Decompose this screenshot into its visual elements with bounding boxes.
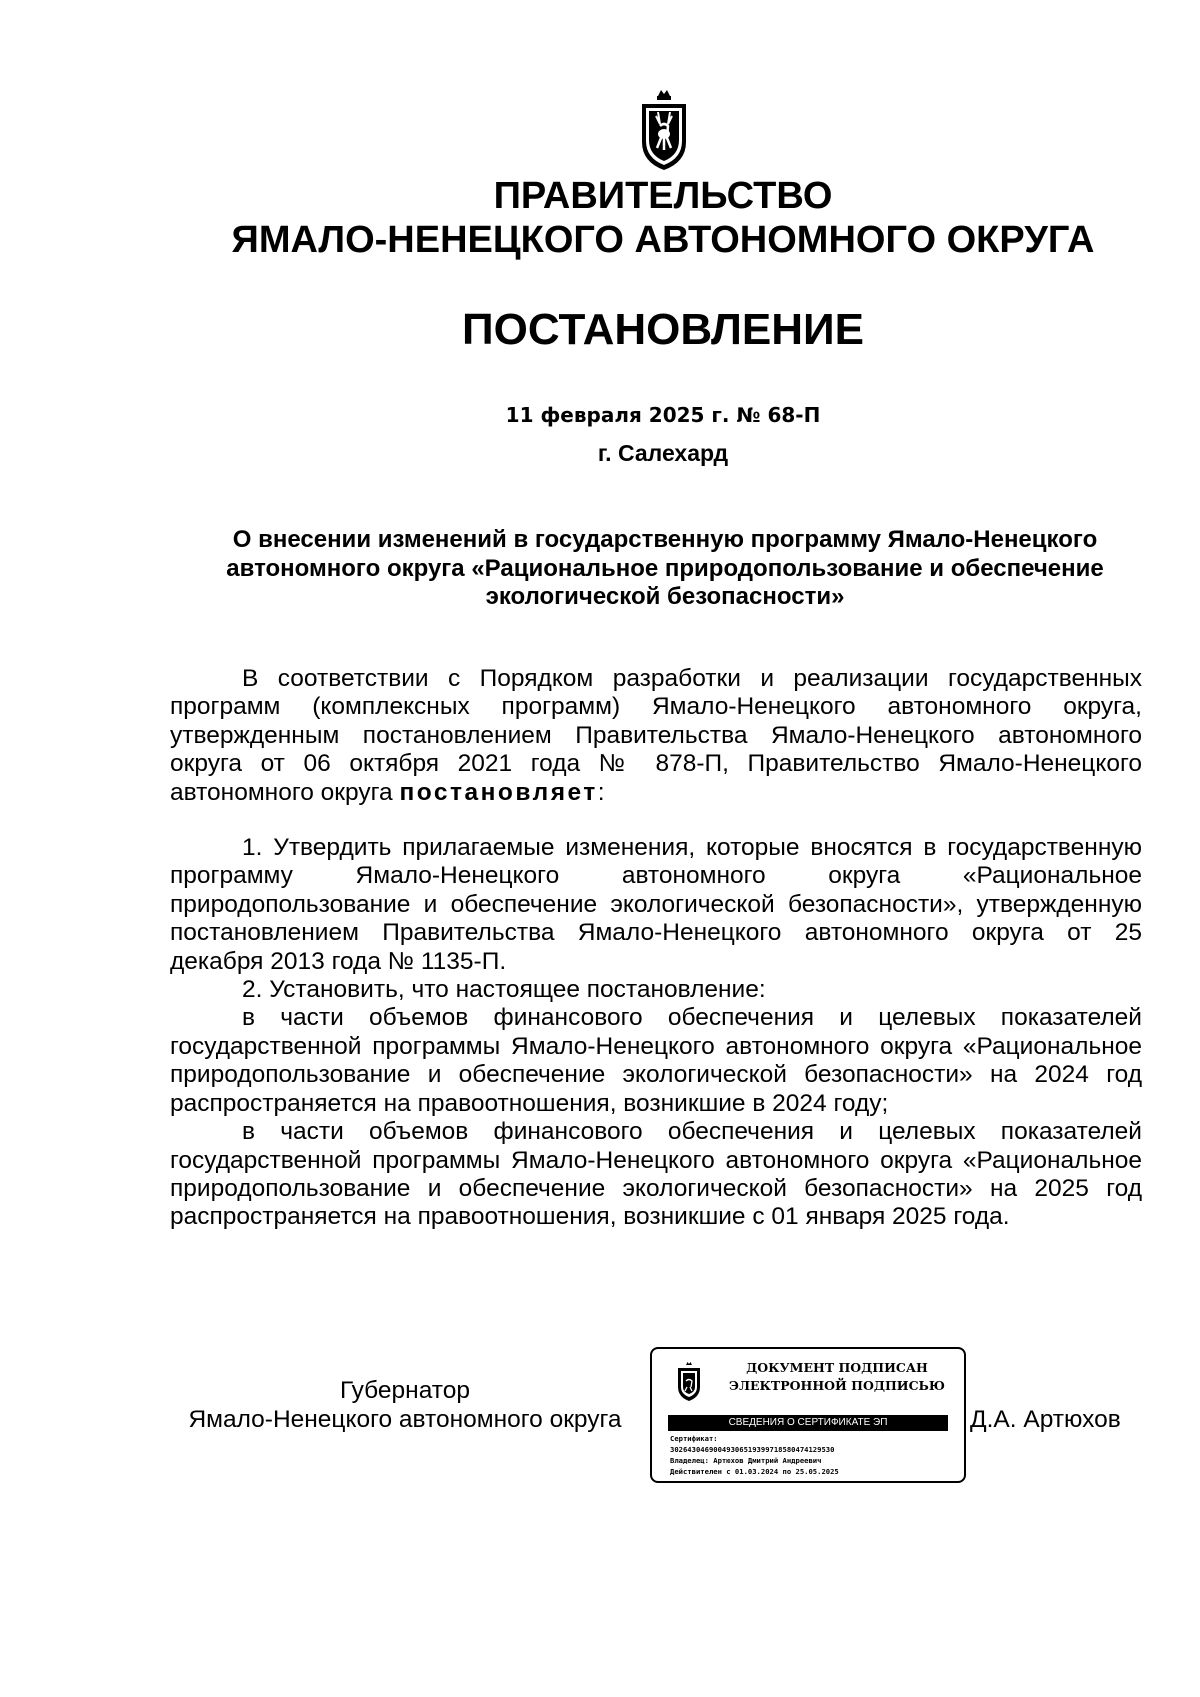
document-title: О внесении изменений в государственную программу Ямало-Ненецкого автономного округа «Рациональное природопользование и обеспечение экологической безопасности» bbox=[226, 526, 1104, 610]
item-1-paragraph: 1. Утвердить прилагаемые изменения, которые вносятся в государственную программу Ямало-Ненецкого автономного округа «Рациональное природопользование и обеспечение экологической безопасности», утвержденную постановлением Правительства Ямало-Ненецкого автономного округа от 25 декабря 2013 года № 1135-П. bbox=[170, 834, 1142, 975]
government-name-line2: ЯМАЛО-НЕНЕЦКОГО АВТОНОМНОГО ОКРУГА bbox=[231, 219, 1095, 261]
signatory-position-line2: Ямало-Ненецкого автономного округа bbox=[188, 1406, 622, 1433]
resolution-verb: постановляет bbox=[399, 778, 598, 806]
signatory-name: Д.А. Артюхов bbox=[970, 1406, 1121, 1433]
signatory-position bbox=[170, 1376, 640, 1434]
coat-of-arms-emblem bbox=[638, 86, 690, 174]
item-2-paragraph: 2. Установить, что настоящее постановление: bbox=[242, 976, 766, 1004]
signatory-position-line1: Губернатор bbox=[340, 1377, 470, 1404]
preamble-paragraph bbox=[170, 665, 1142, 807]
electronic-signature-stamp bbox=[650, 1347, 966, 1483]
government-name-line1: ПРАВИТЕЛЬСТВО bbox=[493, 175, 833, 217]
stamp-heading bbox=[712, 1359, 962, 1395]
item-2-clause-2024: в части объемов финансового обеспечения и целевых показателей государственной программы Ямало-Ненецкого автономного округа «Рациональное природопользование и обеспечение экологической безопасности» на 2024 год распространяется на правоотношения, возникшие в 2024 году; bbox=[170, 1004, 1142, 1117]
stamp-heading-line2: ЭЛЕКТРОННОЙ ПОДПИСЬЮ bbox=[729, 1378, 945, 1393]
stamp-heading-line1: ДОКУМЕНТ ПОДПИСАН bbox=[746, 1360, 928, 1375]
certificate-info-bar: СВЕДЕНИЯ О СЕРТИФИКАТЕ ЭП bbox=[668, 1415, 948, 1431]
certificate-number: 30264304690049306519399718580474129530 bbox=[670, 1445, 835, 1454]
certificate-label: Сертификат: bbox=[670, 1434, 718, 1443]
preamble-suffix: : bbox=[597, 778, 605, 806]
item-2-clause-2025: в части объемов финансового обеспечения и целевых показателей государственной программы Ямало-Ненецкого автономного округа «Рациональное природопользование и обеспечение экологической безопасности» на 2025 год распространяется на правоотношения, возникшие с 01 января 2025 года. bbox=[170, 1118, 1142, 1231]
stamp-emblem-icon bbox=[676, 1361, 702, 1403]
document-body bbox=[170, 665, 1142, 1232]
certificate-details bbox=[670, 1433, 960, 1477]
date-and-number: 11 февраля 2025 г. № 68-П bbox=[505, 403, 821, 427]
certificate-validity: Действителен с 01.03.2024 по 25.05.2025 bbox=[670, 1467, 839, 1476]
city: г. Салехард bbox=[597, 440, 729, 466]
preamble-text: В соответствии с Порядком разработки и реализации государственных программ (комплексных программ) Ямало-Ненецкого автономного округа, утвержденным постановлением Правительства Ямало-Ненецкого автономного округа от 06 октября 2021 года № 878-П, Правительство Ямало-Ненецкого автономного округа bbox=[170, 665, 1142, 806]
certificate-owner: Владелец: Артюхов Дмитрий Андреевич bbox=[670, 1456, 822, 1465]
document-type: ПОСТАНОВЛЕНИЕ bbox=[461, 305, 865, 354]
